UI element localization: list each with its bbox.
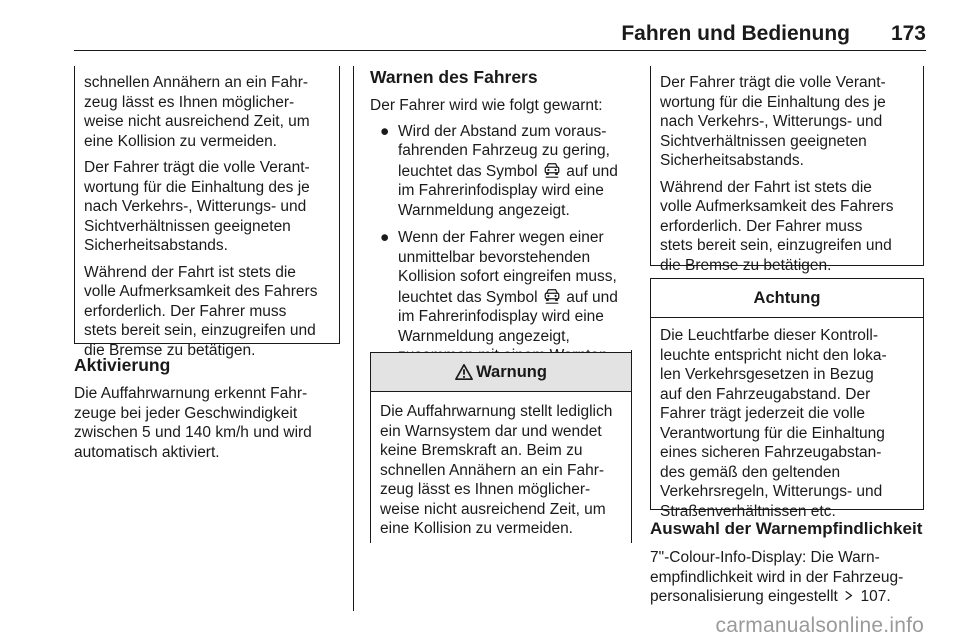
front-collision-car-icon	[543, 161, 561, 179]
page-number: 173	[890, 22, 926, 45]
col1-box-paragraph: Der Fahrer trägt die volle Verant- wortung für die Einhaltung des je nach Verkehrs-, Witterungs- und Sichtverhältnissen geeigneten Sicherheitsabstands.	[84, 159, 310, 254]
warning-box-header	[371, 353, 631, 392]
achtung-box-body	[651, 318, 923, 527]
col3-box-paragraph: Während der Fahrt ist stets die volle Aufmerksamkeit des Fahrers erforderlich. Der Fahrer muss stets bereit sein, einzugreifen und die Bremse zu betätigen.	[660, 178, 894, 274]
page-reference-arrow-icon	[844, 589, 854, 602]
col3-box-paragraph: Der Fahrer trägt die volle Verant- wortung für die Einhaltung des je nach Verkehrs-, Witterungs- und Sichtverhältnissen geeigneten Sicherheitsabstands.	[660, 74, 886, 169]
col1-box-paragraph: Während der Fahrt ist stets die volle Aufmerksamkeit des Fahrers erforderlich. Der Fahrer muss stets bereit sein, einzugreifen und die Bremse zu betätigen.	[84, 263, 318, 359]
section-heading-warnen: Warnen des Fahrers	[370, 67, 538, 87]
warning-bullet-list	[370, 122, 632, 366]
aktivierung-paragraph: Die Auffahrwarnung erkennt Fahr- zeuge bei jeder Geschwindigkeit zwischen 5 und 140 km/h und wird automatisch aktiviert.	[74, 385, 312, 461]
achtung-text: Die Leuchtfarbe dieser Kontroll- leuchte entspricht nicht den loka- len Verkehrsgesetzen in Bezug auf den Fahrzeugabstand. Der Fahrer trägt jederzeit die volle Verantwortung für die Einhaltung eines sicheren Fahrzeugabstan- des gemäß den geltenden Verkehrsregeln, Witterungs- und Straßenverhältnissen etc.	[660, 327, 887, 520]
page-reference-link[interactable]: 107.	[860, 588, 891, 605]
section-heading-aktivierung: Aktivierung	[74, 355, 171, 375]
warning-text: Die Auffahrwarnung stellt lediglich ein Warnsystem dar und wendet keine Bremskraft an. Beim zu schnellen Annähern an ein Fahr- zeug lässt es Ihnen möglicher- weise nicht ausreichend Zeit, um eine Kollision zu vermeiden.	[380, 403, 613, 537]
header-rule	[74, 50, 926, 51]
achtung-title: Achtung	[753, 288, 821, 307]
col1-section	[74, 354, 344, 462]
bullet-dot: ●	[380, 122, 390, 140]
watermark: carmanualsonline.info	[715, 614, 924, 637]
col1-continuation-box	[74, 66, 340, 359]
col2-section	[370, 66, 632, 374]
col3-continuation-box	[650, 66, 924, 274]
warning-box-body	[371, 392, 631, 543]
warning-title: Warnung	[476, 362, 547, 381]
warnempfindlichkeit-paragraph: 7"-Colour-Info-Display: Die Warn- empfindlichkeit wird in der Fahrzeug- personalisierung eingestellt 107.	[650, 549, 904, 605]
front-collision-car-icon	[543, 287, 561, 305]
column-divider-1	[353, 66, 354, 611]
achtung-box-header	[651, 279, 923, 318]
bullet-dot: ●	[380, 229, 390, 246]
warnen-intro: Der Fahrer wird wie folgt gewarnt:	[370, 97, 603, 114]
warning-triangle-icon	[455, 363, 473, 381]
achtung-box	[650, 278, 924, 520]
section-heading-warnempfindlichkeit: Auswahl der Warnempfindlichkeit	[650, 519, 923, 538]
col3-section	[650, 518, 930, 607]
list-item: ● Wenn der Fahrer wegen einer unmittelbar bevorstehenden Kollision sofort eingreifen muss, leuchtet das Symbol auf und im Fahrerinfodisplay wird eine Warnmeldung angezeigt,	[380, 229, 618, 345]
page-title: Fahren und Bedienung	[621, 22, 850, 45]
col1-box-paragraph: schnellen Annähern an ein Fahr- zeug lässt es Ihnen möglicher- weise nicht ausreichend Zeit, um eine Kollision zu vermeiden.	[84, 74, 310, 150]
warning-box	[370, 352, 632, 543]
list-item: ● Wird der Abstand zum voraus- fahrenden Fahrzeug zu gering, leuchtet das Symbol auf und im Fahrerinfodisplay wird eine Warnmeldung angezeigt.	[380, 122, 618, 219]
